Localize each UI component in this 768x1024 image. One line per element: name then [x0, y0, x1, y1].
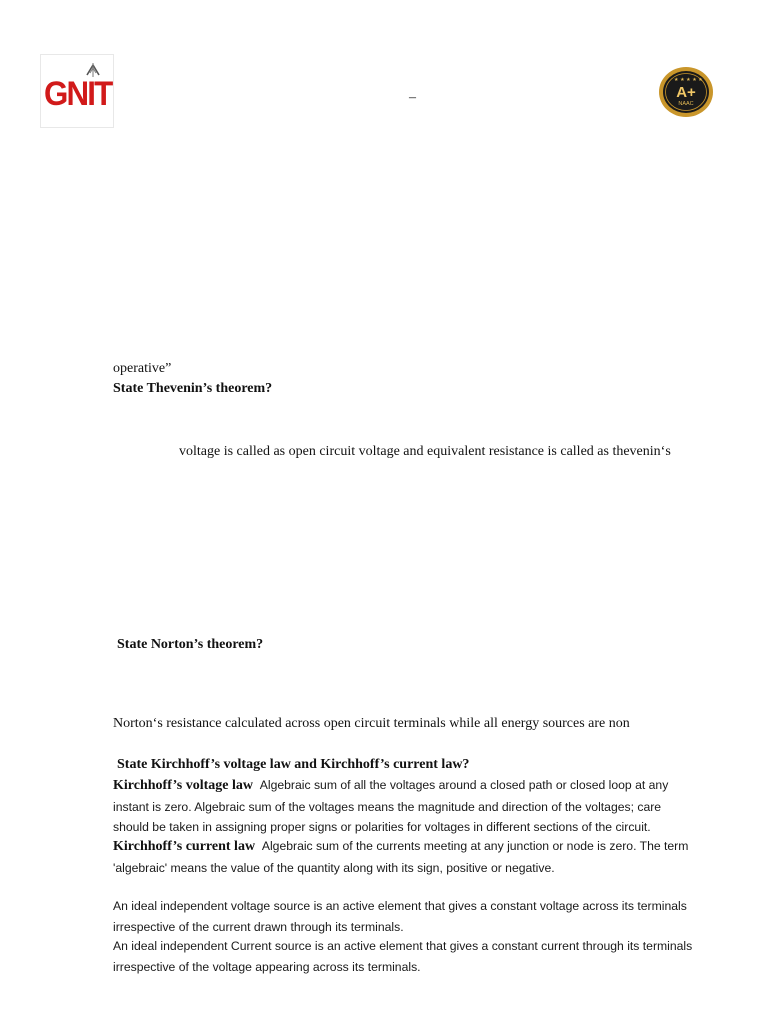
gnit-logo	[40, 54, 114, 128]
question-kirchhoff: State Kirchhoff’s voltage law and Kirchhoff’s current law?	[117, 757, 470, 772]
text-norton-line: Norton‘s resistance calculated across open circuit terminals while all energy sources are non	[113, 716, 630, 731]
kcl-line-1: Algebraic sum of the currents meeting at any junction or node is zero. The term	[261, 839, 689, 853]
naac-label: NAAC	[678, 101, 694, 107]
kvl-line-2: instant is zero. Algebraic sum of the voltages means the magnitude and direction of the voltages; care	[113, 799, 662, 814]
kcl-paragraph	[113, 836, 725, 878]
voltage-source-line-2: irrespective of the current drawn through its terminals.	[113, 919, 404, 934]
kcl-term: Kirchhoff’s current law	[113, 839, 256, 854]
text-thevenin-line: voltage is called as open circuit voltage and equivalent resistance is called as thevenin‘s	[179, 444, 671, 459]
voltage-source-line-1: An ideal independent voltage source is an active element that gives a constant voltage across its terminals	[113, 899, 687, 913]
text-fragment-operative: operative”	[113, 361, 172, 376]
kvl-line-3: should be taken in assigning proper signs or polarities for voltages in different sections of the circuit.	[113, 820, 651, 834]
naac-badge	[658, 66, 714, 118]
kvl-line-1: Algebraic sum of all the voltages around a closed path or closed loop at any	[259, 778, 669, 792]
kvl-term: Kirchhoff’s voltage law	[113, 778, 253, 793]
naac-grade: A+	[676, 84, 696, 101]
svg-text:★ ★ ★ ★ ★: ★ ★ ★ ★ ★	[674, 77, 703, 83]
current-source-line-2: irrespective of the voltage appearing across its terminals.	[113, 959, 421, 974]
question-norton: State Norton’s theorem?	[117, 637, 264, 652]
current-source-line-1: An ideal independent Current source is an active element that gives a constant current through its terminals	[113, 939, 693, 953]
kvl-paragraph	[113, 775, 725, 838]
gnit-logo-text: GNIT	[44, 75, 112, 113]
voltage-source-paragraph	[113, 896, 725, 937]
current-source-paragraph	[113, 936, 725, 977]
kcl-line-2: 'algebraic' means the value of the quantity along with its sign, positive or negative.	[113, 860, 555, 875]
header-dash: –	[409, 90, 416, 105]
book-icon	[85, 61, 101, 79]
question-thevenin: State Thevenin’s theorem?	[113, 381, 273, 396]
naac-badge-icon	[658, 66, 714, 118]
